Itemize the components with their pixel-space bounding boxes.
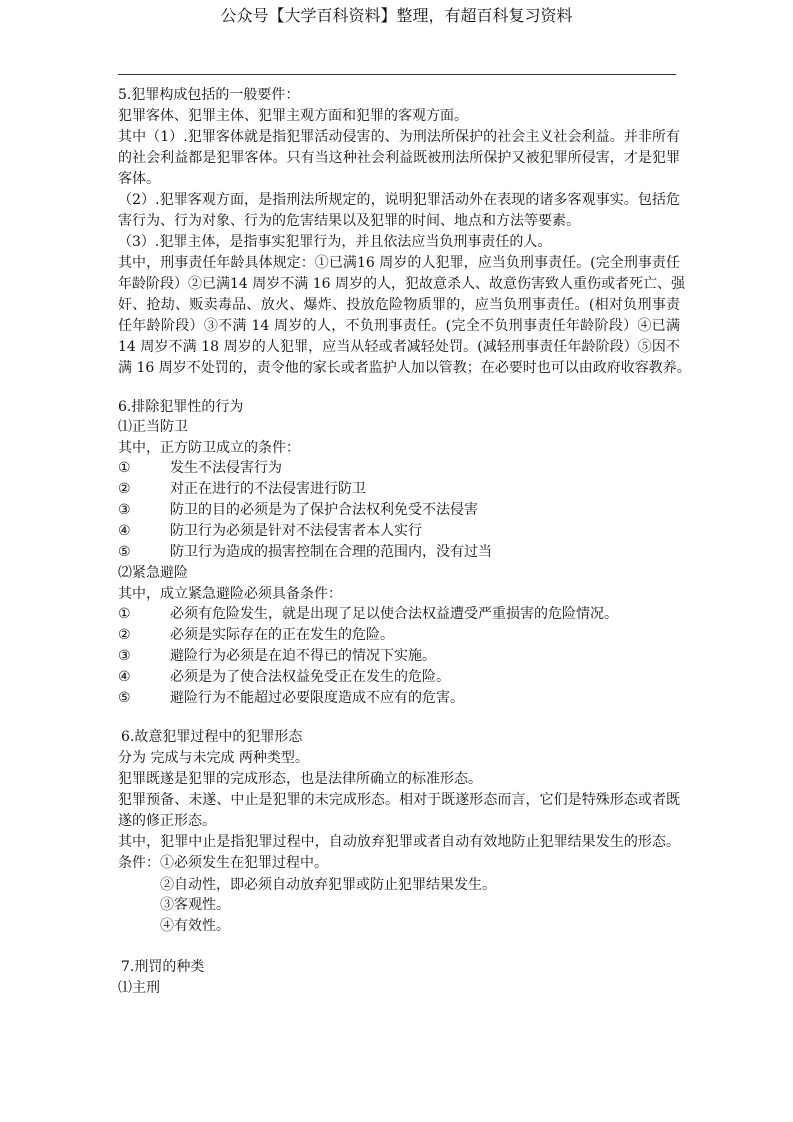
item-number: ③ <box>118 502 131 518</box>
paragraph-line: 遂的修正形态。 <box>118 813 216 829</box>
subsection-title: ⑴主刑 <box>118 980 160 996</box>
item-number: ② <box>118 481 131 497</box>
paragraph-line: 的社会利益都是犯罪客体。只有当这种社会利益既被刑法所保护又被犯罪所侵害，才是犯罪 <box>118 150 680 166</box>
subsection-title: ⑴正当防卫 <box>118 419 188 435</box>
paragraph-line: 害行为、行为对象、行为的危害结果以及犯罪的时间、地点和方法等要素。 <box>118 213 580 229</box>
paragraph-line: 任年龄阶段）③不满 14 周岁的人，不负刑事责任。(完全不负刑事责任年龄阶段）④已满 <box>118 318 680 334</box>
item-text: 防卫行为造成的损害控制在合理的范围内，没有过当 <box>170 544 492 560</box>
subsection-title: ⑵紧急避险 <box>118 565 188 581</box>
item-number: ① <box>118 606 131 622</box>
item-number: ③ <box>118 648 131 664</box>
paragraph-line: 其中（1）.犯罪客体就是指犯罪活动侵害的、为刑法所保护的社会主义社会利益。并非所有 <box>118 129 680 145</box>
paragraph-line: 犯罪预备、未遂、中止是犯罪的未完成形态。相对于既遂形态而言，它们是特殊形态或者既 <box>118 792 680 808</box>
paragraph-line: 满 16 周岁不处罚的，责令他的家长或者监护人加以管教；在必要时也可以由政府收容教养。 <box>118 360 691 376</box>
paragraph-line: 条件：①必须发生在犯罪过程中。 <box>118 855 328 871</box>
paragraph-line: 其中，成立紧急避险必须具备条件： <box>118 586 342 602</box>
item-number: ⑤ <box>118 544 131 560</box>
item-text: 防卫的目的必须是为了保护合法权利免受不法侵害 <box>170 502 478 518</box>
item-number: ④ <box>118 669 131 685</box>
section-title: 6.故意犯罪过程中的犯罪形态 <box>121 729 303 745</box>
header-divider <box>118 74 676 75</box>
section-title: 5.犯罪构成包括的一般要件： <box>118 87 300 103</box>
paragraph-line: 其中，犯罪中止是指犯罪过程中，自动放弃犯罪或者自动有效地防止犯罪结果发生的形态。 <box>118 834 680 850</box>
paragraph-line: 14 周岁不满 18 周岁的人犯罪，应当从轻或者减轻处罚。(减轻刑事责任年龄阶段）⑤因不 <box>118 339 680 355</box>
paragraph-line: 分为 完成与未完成 两种类型。 <box>118 750 309 766</box>
section-title: 7.刑罚的种类 <box>121 959 205 975</box>
paragraph-line: 其中，正方防卫成立的条件： <box>118 440 300 456</box>
paragraph-line: 犯罪客体、犯罪主体、犯罪主观方面和犯罪的客观方面。 <box>118 108 468 124</box>
item-text: 对正在进行的不法侵害进行防卫 <box>170 481 366 497</box>
condition-item: ③客观性。 <box>160 897 230 913</box>
condition-item: ②自动性，即必须自动放弃犯罪或防止犯罪结果发生。 <box>160 877 496 893</box>
item-text: 避险行为必须是在迫不得已的情况下实施。 <box>170 648 436 664</box>
paragraph-line: 奸、抢劫、贩卖毒品、放火、爆炸、投放危险物质罪的，应当负刑事责任。(相对负刑事责 <box>118 297 680 313</box>
condition-item: ④有效性。 <box>160 918 230 934</box>
item-number: ④ <box>118 523 131 539</box>
item-number: ⑤ <box>118 690 131 706</box>
paragraph-line: 犯罪既遂是犯罪的完成形态，也是法律所确立的标准形态。 <box>118 771 482 787</box>
paragraph-line: （2）.犯罪客观方面，是指刑法所规定的，说明犯罪活动外在表现的诸多客观事实。包括危 <box>118 192 680 208</box>
item-text: 必须是为了使合法权益免受正在发生的危险。 <box>170 669 450 685</box>
item-text: 避险行为不能超过必要限度造成不应有的危害。 <box>170 690 464 706</box>
paragraph-line: 客体。 <box>118 171 160 187</box>
item-text: 防卫行为必须是针对不法侵害者本人实行 <box>170 523 422 539</box>
paragraph-line: （3）.犯罪主体，是指事实犯罪行为，并且依法应当负刑事责任的人。 <box>118 234 552 250</box>
item-text: 发生不法侵害行为 <box>170 460 282 476</box>
item-number: ① <box>118 460 131 476</box>
paragraph-line: 年龄阶段）②已满14 周岁不满 16 周岁的人，犯故意杀人、故意伤害致人重伤或者死亡、强 <box>118 276 685 292</box>
page-header: 公众号【大学百科资料】整理，有超百科复习资料 <box>220 6 573 25</box>
item-text: 必须是实际存在的正在发生的危险。 <box>170 627 394 643</box>
paragraph-line: 其中，刑事责任年龄具体规定：①已满16 周岁的人犯罪，应当负刑事责任。(完全刑事责任 <box>118 255 680 271</box>
section-title: 6.排除犯罪性的行为 <box>118 399 244 415</box>
item-text: 必须有危险发生，就是出现了足以使合法权益遭受严重损害的危险情况。 <box>170 606 618 622</box>
item-number: ② <box>118 627 131 643</box>
